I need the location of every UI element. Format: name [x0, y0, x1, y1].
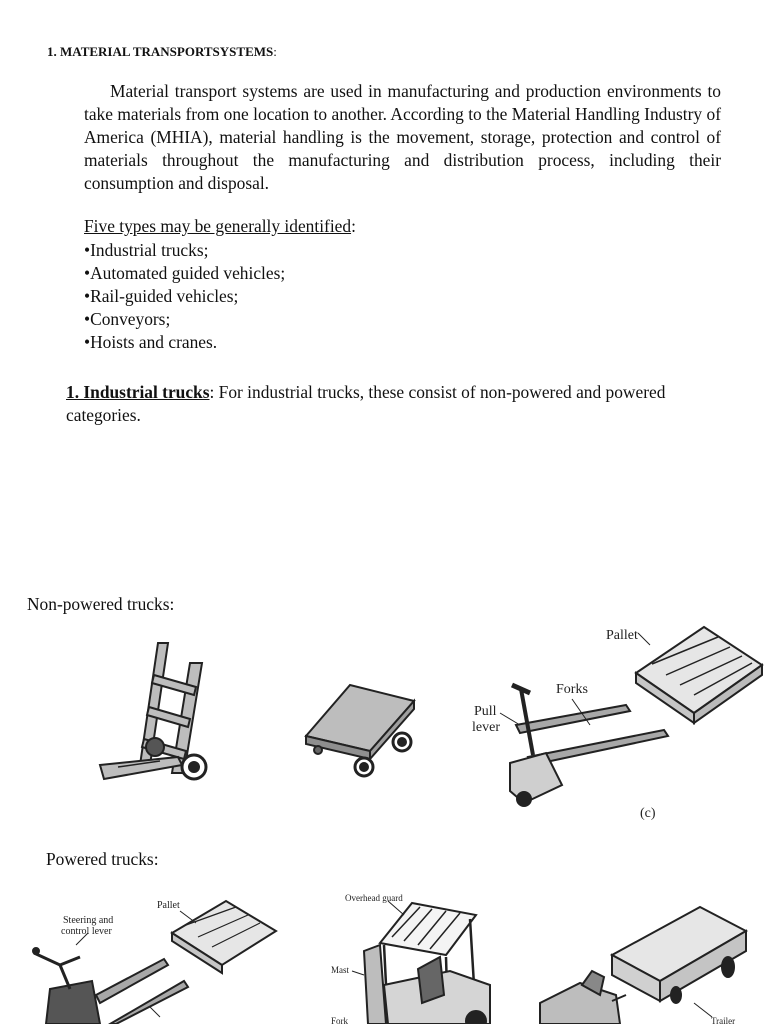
list-item: •Automated guided vehicles; [84, 263, 286, 283]
steering-label-2: control lever [61, 926, 112, 937]
types-title [84, 216, 356, 237]
pull-lever-label-1: Pull [474, 704, 497, 719]
types-list [84, 239, 285, 354]
hand-truck-drawing [100, 643, 206, 779]
platform-cart-drawing [306, 685, 414, 776]
tow-tractor-drawing [540, 907, 746, 1024]
steering-label-1: Steering and [63, 915, 114, 926]
forklift-drawing [364, 903, 490, 1024]
overhead-guard-label: Overhead guard [345, 893, 403, 903]
list-item: •Conveyors; [84, 309, 171, 329]
trailer-label: Trailer [711, 1016, 736, 1024]
intro-paragraph: Material transport systems are used in manufacturing and production environments to take materials from one location to another. According to the Material Handling Industry of America (MHIA), material handling is the movement, storage, protection and control of materials throughout the manufacturing and distribution process, including their consumption and disposal. [84, 81, 721, 193]
types-title-colon: : [351, 216, 356, 236]
mast-label: Mast [331, 965, 349, 975]
powered-trucks-figure [0, 885, 768, 1024]
list-item: •Hoists and cranes. [84, 332, 218, 352]
section-heading [47, 44, 277, 60]
figure-caption: (c) [640, 806, 656, 821]
powered-label: Powered trucks: [46, 849, 159, 869]
industrial-trucks-text: : For industrial trucks, these consist of non-powered and powered categories. [66, 382, 666, 425]
nonpowered-label: Non-powered trucks: [27, 594, 175, 614]
heading-title: 1. MATERIAL TRANSPORTSYSTEMS [47, 44, 274, 59]
list-item: •Industrial trucks; [84, 240, 209, 260]
trailer-annotations [694, 1003, 712, 1017]
heading-colon: : [273, 44, 277, 59]
industrial-trucks-label: 1. Industrial trucks [66, 382, 210, 402]
pallet-jack-drawing [510, 627, 762, 806]
list-item: •Rail-guided vehicles; [84, 286, 239, 306]
pallet-label: Pallet [606, 628, 638, 643]
fork-label: Fork [331, 1016, 349, 1024]
pull-lever-label-2: lever [472, 720, 500, 735]
types-title-text: Five types may be generally identified [84, 216, 352, 236]
powered-pallet-label: Pallet [157, 900, 180, 911]
forks-label: Forks [556, 682, 588, 697]
nonpowered-trucks-figure [0, 615, 768, 830]
industrial-trucks-paragraph [66, 381, 736, 427]
